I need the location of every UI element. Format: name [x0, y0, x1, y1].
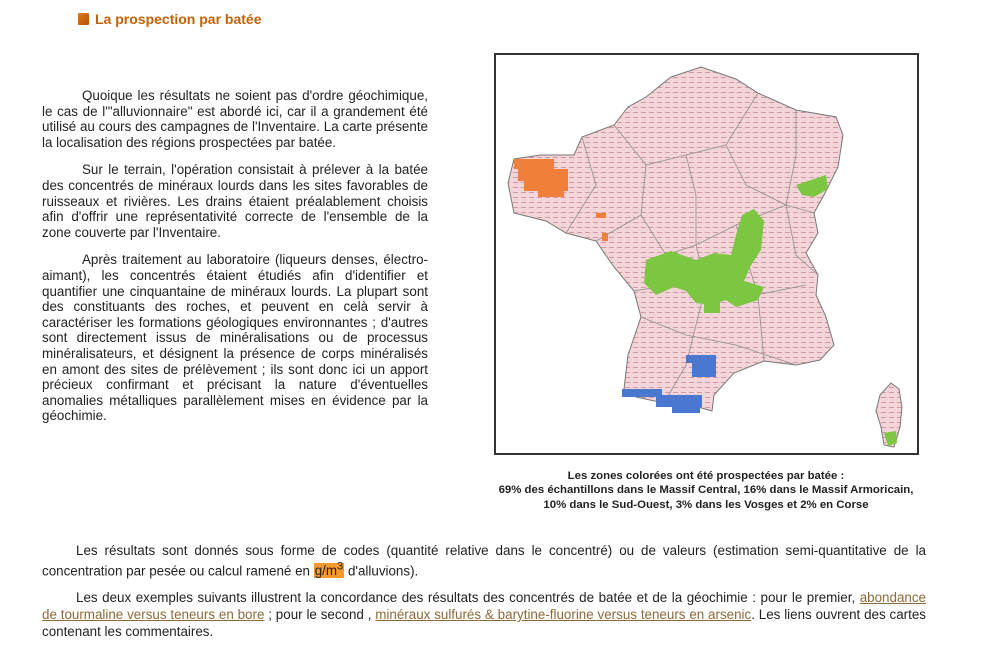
link-tourmaline-bore[interactable]: abondance de tourmaline versus teneurs en bore	[42, 590, 926, 623]
examples-text-part: ; pour le second ,	[264, 607, 376, 623]
results-text	[42, 542, 926, 650]
results-text-part: d'alluvions).	[344, 563, 419, 579]
section-title	[78, 11, 261, 27]
caption-line-2: 69% des échantillons dans le Massif Central, 16% dans le Massif Armoricain,	[498, 484, 914, 497]
france-map	[494, 53, 919, 455]
page-title: La prospection par batée	[95, 11, 262, 27]
map-caption	[466, 469, 946, 512]
results-paragraph-2	[42, 589, 926, 640]
unit-exponent: 3	[337, 561, 344, 573]
link-sulfures-arsenic[interactable]: minéraux sulfurés & barytine-fluorine versus teneurs en arsenic	[375, 607, 752, 623]
examples-text-part: . Les liens ouvrent des cartes contenant les commentaires.	[42, 607, 926, 640]
paragraph-3: Après traitement au laboratoire (liqueurs denses, électro-aimant), les concentrés étaient étudiés afin d'identifier et quantifier une cinquantaine de minéraux lourds. La plupart sont des constituants des roches, et peuvent en celà servir à caractériser les formations géologiques environnantes ; d'autres sont directement issus de minéralisations ou de processus minéralisateurs, et désignent la présence de corps minéralisés en amont des sites de prélèvement ; ils sont donc ici un apport précieux confirmant et précisant la nature d'éventuelles anomalies métalliques parallèlement mises en évidence par la géochimie.	[42, 252, 428, 424]
bullet-icon	[78, 13, 89, 25]
examples-text-part: Les deux exemples suivants illustrent la concordance des résultats des concentrés de batée et de la géochimie : pour le premier,	[76, 590, 860, 606]
map-svg	[496, 55, 917, 453]
results-text-part: Les résultats sont donnés sous forme de codes (quantité relative dans le concentré) ou de valeurs (estimation semi-quantitative de la concentration par pesée ou calcul ramené en	[42, 543, 926, 579]
paragraph-1: Quoique les résultats ne soient pas d'ordre géochimique, le cas de l'"alluvionnaire" est abordé ici, car il a grandement été utilisé au cours des campagnes de l'Inventaire. La carte présente la localisation des régions prospectées par batée.	[42, 88, 428, 150]
intro-text	[42, 88, 428, 436]
unit-highlight	[314, 563, 345, 578]
caption-line-3: 10% dans le Sud-Ouest, 3% dans les Vosges et 2% en Corse	[543, 498, 869, 511]
unit-label: g/m	[314, 563, 338, 579]
results-paragraph-1	[42, 542, 926, 579]
caption-line-1: Les zones colorées ont été prospectées par batée :	[567, 470, 845, 482]
paragraph-2: Sur le terrain, l'opération consistait à prélever à la batée des concentrés de minéraux lourds dans les sites favorables de ruisseaux et rivières. Les drains étaient préalablement choisis afin d'offrir une représentativité correcte de l'ensemble de la zone couverte par l'Inventaire.	[42, 162, 428, 240]
